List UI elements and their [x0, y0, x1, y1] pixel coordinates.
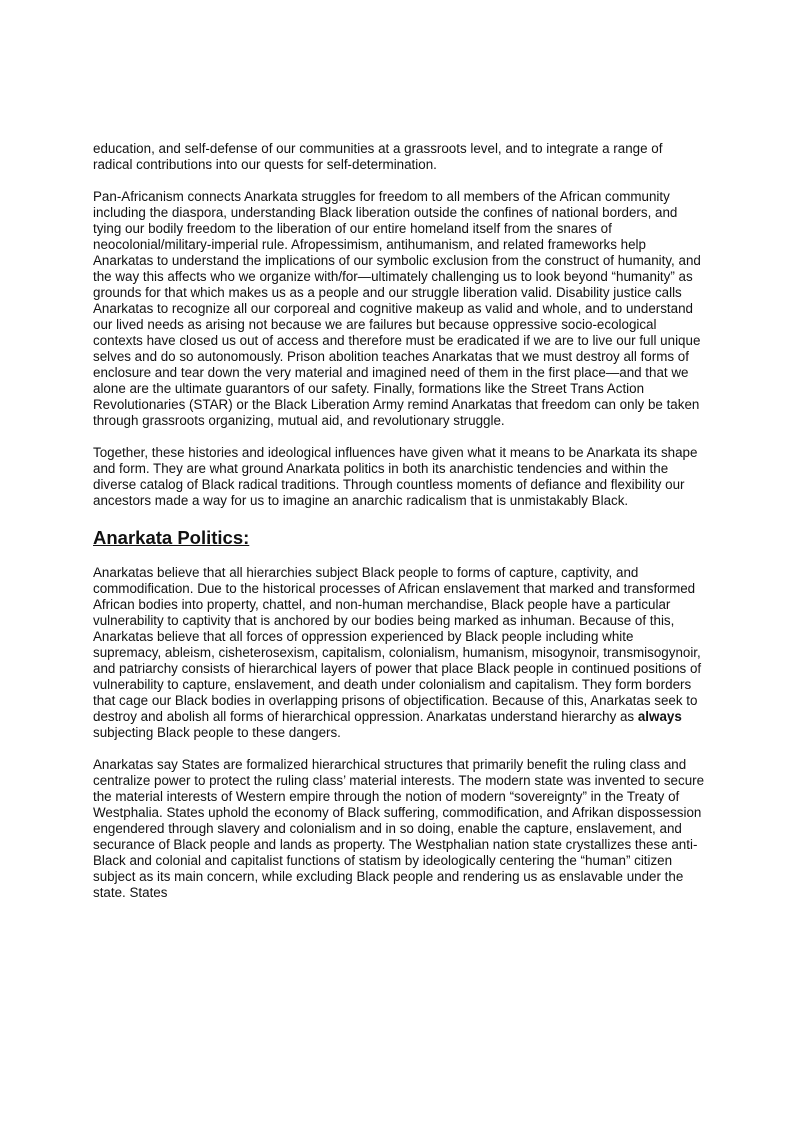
paragraph-hierarchies-text-start: Anarkatas believe that all hierarchies subject Black people to forms of capture, captivity, and commodification. Due to the historical processes of African enslavement that marked and transformed African bodies into property, chattel, and non-human merchandise, Black people have a particular vulnerability to captivity that is anchored by our bodies being marked as inhuman. Because of this, Anarkatas believe that all forces of oppression experienced by Black people including white supremacy, ableism, cisheterosexism, capitalism, colonialism, humanism, misogynoir, transmisogynoir, and patriarchy consists of hierarchical layers of power that place Black people in continued positions of vulnerability to capture, enslavement, and death under colonialism and capitalism. They form borders that cage our Black bodies in overlapping prisons of objectification. Because of this, Anarkatas seek to destroy and abolish all forms of hierarchical oppression. Anarkatas understand hierarchy as	[93, 565, 702, 724]
section-heading-anarkata-politics: Anarkata Politics:	[93, 527, 250, 548]
paragraph-pan-africanism: Pan-Africanism connects Anarkata struggles for freedom to all members of the African community including the diaspora, understanding Black liberation outside the confines of national borders, and tying our bodily freedom to the liberation of our entire homeland itself from the snares of neocolonial/military-imperial rule. Afropessimism, antihumanism, and related frameworks help Anarkatas to understand the implications of our symbolic exclusion from the construct of humanity, and the way this affects who we organize with/for—ultimately challenging us to look beyond “humanity” as grounds for that which makes us as a people and our struggle liberation valid. Disability justice calls Anarkatas to recognize all our corporeal and cognitive makeup as valid and whole, and to understand our lived needs as arising not because we are failures but because oppressive socio-ecological contexts have closed us out of access and therefore must be eradicated if we are to live our full unique selves and do so autonomously. Prison abolition teaches Anarkatas that we must destroy all forms of enclosure and tear down the very material and imagined need of them in the first place—and that we alone are the ultimate guarantors of our safety. Finally, formations like the Street Trans Action Revolutionaries (STAR) or the Black Liberation Army remind Anarkatas that freedom can only be taken through grassroots organizing, mutual aid, and revolutionary struggle.	[93, 189, 701, 428]
document-page	[93, 141, 705, 917]
paragraph-states: Anarkatas say States are formalized hierarchical structures that primarily benefit the ruling class and centralize power to protect the ruling class’ material interests. The modern state was invented to secure the material interests of Western empire through the notion of modern “sovereignty” in the Treaty of Westphalia. States uphold the economy of Black suffering, commodification, and Afrikan dispossession engendered through slavery and colonialism and in so doing, enable the capture, enslavement, and securance of Black people and lands as property. The Westphalian nation state crystallizes these anti-Black and colonial and capitalist functions of statism by ideologically centering the “human” citizen subject as its main concern, while excluding Black people and rendering us as enslavable under the state. States	[93, 757, 705, 900]
paragraph-education: education, and self-defense of our communities at a grassroots level, and to integrate a range of radical contributions into our quests for self-determination.	[93, 141, 663, 172]
paragraph-together: Together, these histories and ideological influences have given what it means to be Anarkata its shape and form. They are what ground Anarkata politics in both its anarchistic tendencies and within the diverse catalog of Black radical traditions. Through countless moments of defiance and flexibility our ancestors made a way for us to imagine an anarchic radicalism that is unmistakably Black.	[93, 445, 698, 508]
emphasis-always: always	[637, 709, 682, 724]
paragraph-hierarchies-text-end: subjecting Black people to these dangers.	[93, 725, 341, 740]
paragraph-hierarchies	[93, 565, 705, 741]
